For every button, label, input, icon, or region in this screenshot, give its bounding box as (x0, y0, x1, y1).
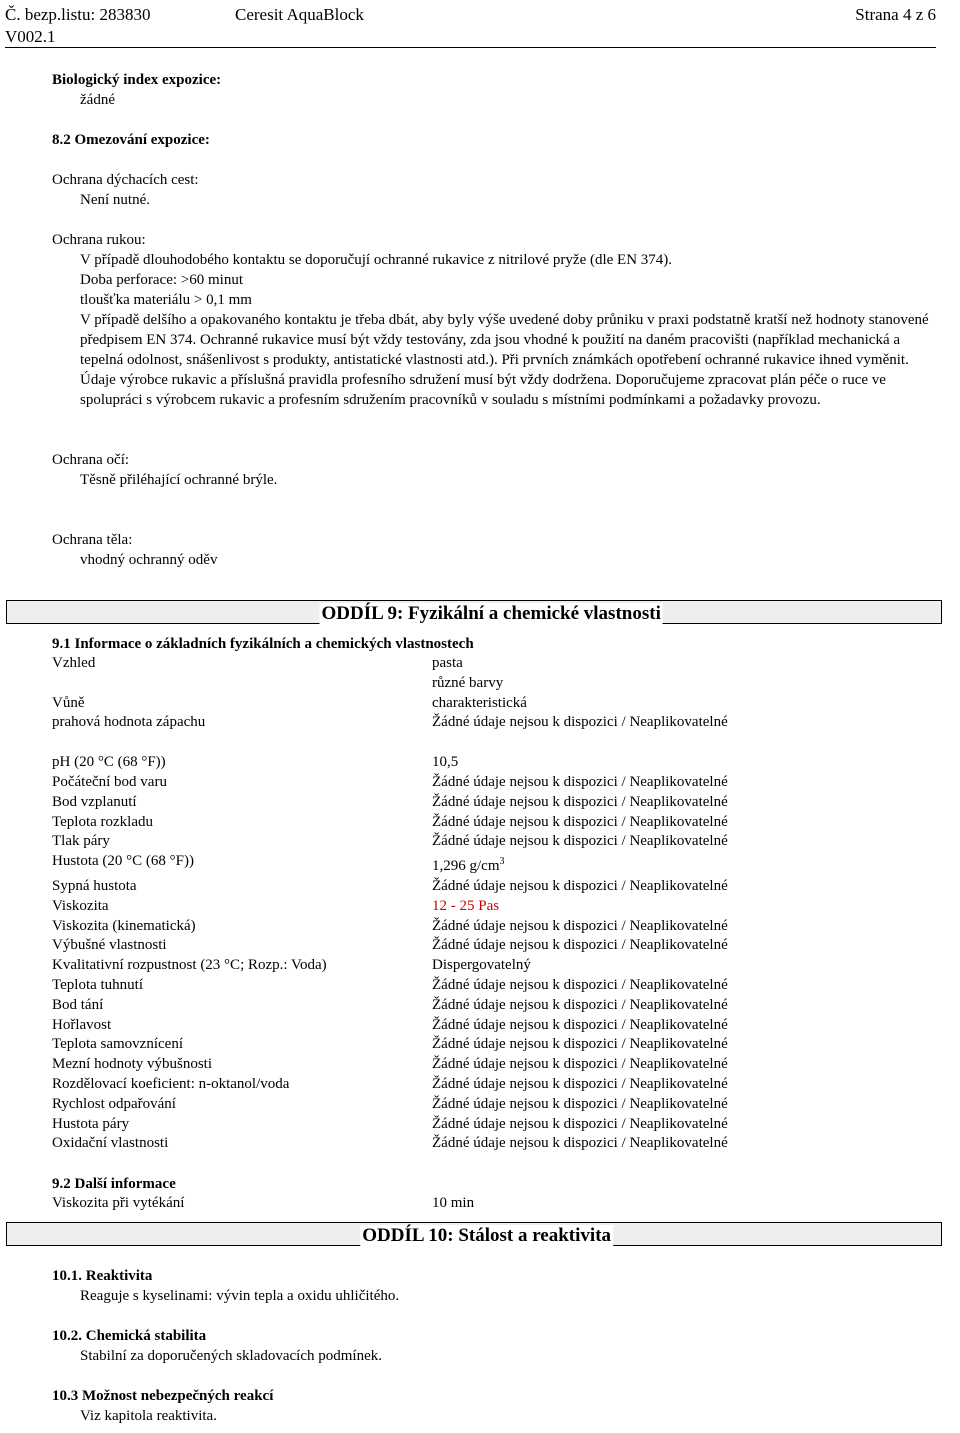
property-name: Viskozita při vytékání (52, 1195, 185, 1212)
property-value (432, 753, 940, 773)
property-value (432, 1035, 940, 1055)
bio-index-value: žádné (80, 92, 115, 108)
property-value-text: Žádné údaje nejsou k dispozici / Neaplikovatelné (432, 917, 728, 934)
property-value-text: Dispergovatelný (432, 957, 531, 974)
section-9-title: ODDÍL 9: Fyzikální a chemické vlastnosti (321, 603, 661, 624)
property-value (432, 936, 940, 956)
section-10-title: ODDÍL 10: Stálost a reaktivita (362, 1224, 612, 1246)
property-name: Teplota tuhnutí (52, 976, 144, 993)
property-row (52, 956, 940, 976)
property-name (52, 674, 432, 694)
property-value-text: Žádné údaje nejsou k dispozici / Neaplikovatelné (432, 1115, 728, 1132)
header-rule (5, 47, 936, 48)
eye-value: Těsně přiléhající ochranné brýle. (80, 472, 278, 488)
property-row (52, 832, 940, 852)
hand-text-1: V případě dlouhodobého kontaktu se doporučují ochranné rukavice z nitrilové pryže (dle EN 374). (80, 252, 673, 268)
property-value-text: Žádné údaje nejsou k dispozici / Neaplikovatelné (432, 877, 728, 894)
property-name: Rozdělovací koeficient: n-oktanol/voda (52, 1075, 290, 1092)
property-value (432, 674, 940, 694)
property-name: Hustota páry (52, 1115, 130, 1132)
property-value-text: Žádné údaje nejsou k dispozici / Neaplikovatelné (432, 833, 728, 850)
property-row (52, 813, 940, 833)
property-value-text: různé barvy (432, 674, 504, 691)
chemical-stability-text: Stabilní za doporučených skladovacích podmínek. (80, 1347, 382, 1364)
property-name: Sypná hustota (52, 877, 137, 894)
property-row (52, 996, 940, 1016)
property-value (432, 1134, 940, 1154)
property-row (52, 1095, 940, 1115)
hand-text-4: V případě delšího a opakovaného kontaktu je třeba dbát, aby byly výše uvedené doby průniku v praxi podstatně kratší než hodnoty stanovené předpisem EN 374. Ochranné rukavice musí být vždy testovány, zda jsou vhodné k použití na daném pracovišti (například mechanická a tepelná odolnost, snášenlivost s produkty, antistatické vlastnosti atd.). Při prvních známkách opotřebení ochranné rukavice ihned vyměnit. Údaje výrobce rukavic a příslušná pravidla profesního sdružení musí být vždy dodržena. Doporučujeme zpracovat plán péče o ruce ve spolupráci s výrobcem rukavic a profesním sdružením pracovníků v souladu s místními podmínkami a požadavky provozu. (80, 312, 929, 408)
bio-index-label: Biologický index expozice: (52, 72, 222, 88)
property-name: Rychlost odpařování (52, 1095, 176, 1112)
property-name: Kvalitativní rozpustnost (23 °C; Rozp.: Voda) (52, 957, 327, 974)
property-value-text: Žádné údaje nejsou k dispozici / Neaplikovatelné (432, 813, 728, 830)
property-row (52, 976, 940, 996)
property-value (432, 1115, 940, 1135)
property-row (52, 1035, 940, 1055)
property-row (52, 1194, 940, 1214)
property-name: Bod tání (52, 996, 104, 1013)
reactivity-text: Reaguje s kyselinami: vývin tepla a oxidu uhličitého. (80, 1287, 400, 1304)
property-value (432, 773, 940, 793)
props-group-b (52, 753, 940, 1154)
property-row (52, 694, 940, 714)
property-row (52, 917, 940, 937)
property-value-text: Žádné údaje nejsou k dispozici / Neaplikovatelné (432, 1135, 728, 1152)
section-8-2-heading: 8.2 Omezování expozice: (52, 132, 210, 148)
property-row (52, 1075, 940, 1095)
property-value-text: 12 - 25 Pas (432, 897, 500, 914)
property-row (52, 674, 940, 694)
property-name: Viskozita (52, 897, 109, 914)
property-value-text: Žádné údaje nejsou k dispozici / Neaplikovatelné (432, 793, 728, 810)
property-row (52, 773, 940, 793)
property-row (52, 654, 940, 674)
property-value-text: 1,296 g/cm (432, 858, 500, 875)
property-value-text: Žádné údaje nejsou k dispozici / Neaplikovatelné (432, 1095, 728, 1112)
property-name: prahová hodnota zápachu (52, 714, 206, 731)
body-label: Ochrana těla: (52, 532, 133, 548)
property-value (432, 1194, 940, 1214)
property-name: Počáteční bod varu (52, 773, 167, 790)
property-row (52, 793, 940, 813)
property-row (52, 936, 940, 956)
property-value (432, 1075, 940, 1095)
hand-label: Ochrana rukou: (52, 232, 146, 248)
props-group-a (52, 654, 940, 733)
property-value-text: Žádné údaje nejsou k dispozici / Neaplikovatelné (432, 1016, 728, 1033)
property-value-text: Žádné údaje nejsou k dispozici / Neaplikovatelné (432, 1075, 728, 1092)
property-name: pH (20 °C (68 °F)) (52, 754, 166, 771)
property-value (432, 694, 940, 714)
section-9-1-heading: 9.1 Informace o základních fyzikálních a chemických vlastnostech (52, 636, 474, 652)
property-value (432, 813, 940, 833)
property-value-text: Žádné údaje nejsou k dispozici / Neaplikovatelné (432, 773, 728, 790)
reactivity-heading: 10.1. Reaktivita (52, 1267, 153, 1284)
property-value-text: charakteristická (432, 694, 527, 711)
property-value (432, 654, 940, 674)
property-value-text: Žádné údaje nejsou k dispozici / Neaplikovatelné (432, 976, 728, 993)
property-name: Mezní hodnoty výbušnosti (52, 1056, 212, 1073)
version: V002.1 (5, 27, 56, 46)
property-name: Viskozita (kinematická) (52, 917, 196, 934)
property-name: Vzhled (52, 655, 96, 671)
property-row (52, 897, 940, 917)
property-value (432, 956, 940, 976)
property-value (432, 1095, 940, 1115)
property-value-text: pasta (432, 655, 463, 671)
property-value-text: Žádné údaje nejsou k dispozici / Neaplikovatelné (432, 996, 728, 1013)
property-value-text: Žádné údaje nejsou k dispozici / Neaplikovatelné (432, 1056, 728, 1073)
hazardous-reactions-heading: 10.3 Možnost nebezpečných reakcí (52, 1387, 274, 1404)
body-value: vhodný ochranný oděv (80, 552, 218, 568)
product-name: Ceresit AquaBlock (235, 5, 364, 24)
property-name: Hořlavost (52, 1016, 112, 1033)
property-row (52, 713, 940, 733)
property-row (52, 1055, 940, 1075)
property-value-text: 10 min (432, 1195, 475, 1212)
property-value (432, 832, 940, 852)
property-value (432, 1055, 940, 1075)
sheet-number: Č. bezp.listu: 283830 (5, 5, 151, 24)
property-row (52, 877, 940, 897)
respiratory-label: Ochrana dýchacích cest: (52, 172, 199, 188)
chemical-stability-heading: 10.2. Chemická stabilita (52, 1327, 207, 1344)
property-unit-exponent: 3 (499, 856, 505, 868)
property-row (52, 1115, 940, 1135)
property-value (432, 1016, 940, 1036)
props-group-c (52, 1194, 940, 1214)
property-value (432, 877, 940, 897)
property-row (52, 753, 940, 773)
property-name: Hustota (20 °C (68 °F)) (52, 853, 194, 870)
property-name: Bod vzplanutí (52, 793, 137, 810)
section-9-bar (6, 600, 942, 624)
property-value (432, 976, 940, 996)
property-value-text: Žádné údaje nejsou k dispozici / Neaplikovatelné (432, 1036, 728, 1053)
property-row (52, 1134, 940, 1154)
property-value (432, 897, 940, 917)
respiratory-value: Není nutné. (80, 192, 150, 208)
document-body (52, 70, 940, 1426)
property-value (432, 917, 940, 937)
eye-label: Ochrana očí: (52, 452, 130, 468)
section-10-bar (6, 1222, 942, 1246)
hazardous-reactions-text: Viz kapitola reaktivita. (80, 1407, 217, 1424)
property-name: Teplota samovznícení (52, 1036, 183, 1053)
property-value (432, 852, 940, 877)
property-value (432, 996, 940, 1016)
property-name: Výbušné vlastnosti (52, 937, 167, 954)
property-name: Tlak páry (52, 833, 110, 850)
property-value (432, 793, 940, 813)
property-row (52, 852, 940, 877)
property-name: Oxidační vlastnosti (52, 1135, 169, 1152)
hand-text-2: Doba perforace: >60 minut (80, 272, 243, 288)
property-value-text: 10,5 (432, 754, 459, 771)
property-name: Teplota rozkladu (52, 813, 153, 830)
hand-text-3: tloušťka materiálu > 0,1 mm (80, 292, 252, 308)
property-value-text: Žádné údaje nejsou k dispozici / Neaplikovatelné (432, 714, 728, 731)
property-value-text: Žádné údaje nejsou k dispozici / Neaplikovatelné (432, 937, 728, 954)
property-row (52, 1016, 940, 1036)
property-value (432, 713, 940, 733)
section-9-2-heading: 9.2 Další informace (52, 1176, 176, 1193)
page-number: Strana 4 z 6 (855, 5, 936, 24)
property-name: Vůně (52, 694, 85, 711)
page-header (5, 3, 936, 47)
